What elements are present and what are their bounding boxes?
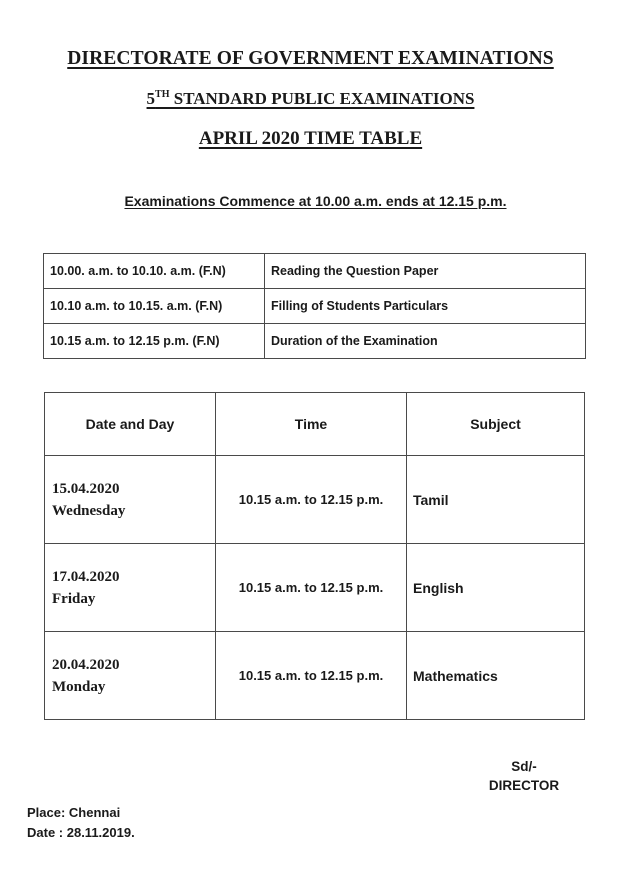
title-timetable: APRIL 2020 TIME TABLE	[198, 128, 423, 149]
exam-subject: English	[407, 544, 585, 632]
exam-time: 10.15 a.m. to 12.15 p.m.	[216, 456, 407, 544]
place-text: Place: Chennai	[27, 805, 121, 820]
exam-timetable	[44, 392, 585, 720]
schedule-row	[44, 324, 586, 359]
title-standard-ordinal: TH	[155, 89, 170, 100]
exam-date: 15.04.2020	[52, 480, 120, 497]
exam-day: Wednesday	[52, 502, 126, 519]
exam-date-cell	[45, 544, 216, 632]
exam-day: Friday	[52, 590, 96, 607]
schedule-activity: Filling of Students Particulars	[265, 289, 586, 324]
date-text: Date : 28.11.2019.	[27, 825, 135, 840]
title-standard-text: STANDARD PUBLIC EXAMINATIONS	[169, 89, 475, 108]
header-subject: Subject	[407, 393, 585, 456]
timetable-header-row	[45, 393, 585, 456]
schedule-activity: Duration of the Examination	[265, 324, 586, 359]
title-standard-number: 5	[146, 89, 156, 108]
exam-date: 20.04.2020	[52, 656, 120, 673]
title-directorate: DIRECTORATE OF GOVERNMENT EXAMINATIONS	[67, 48, 554, 69]
exam-date: 17.04.2020	[52, 568, 120, 585]
exam-time: 10.15 a.m. to 12.15 p.m.	[216, 632, 407, 720]
exam-date-cell	[45, 456, 216, 544]
schedule-table	[43, 253, 586, 359]
header-time: Time	[216, 393, 407, 456]
schedule-row	[44, 254, 586, 289]
title-standard	[0, 89, 621, 109]
signature-sd: Sd/-	[511, 759, 537, 774]
exam-time: 10.15 a.m. to 12.15 p.m.	[216, 544, 407, 632]
schedule-time: 10.10 a.m. to 10.15. a.m. (F.N)	[44, 289, 265, 324]
table-row	[45, 456, 585, 544]
schedule-row	[44, 289, 586, 324]
schedule-time: 10.00. a.m. to 10.10. a.m. (F.N)	[44, 254, 265, 289]
exam-subject: Mathematics	[407, 632, 585, 720]
exam-date-cell	[45, 632, 216, 720]
commence-note: Examinations Commence at 10.00 a.m. ends at 12.15 p.m.	[124, 193, 507, 209]
table-row	[45, 544, 585, 632]
schedule-activity: Reading the Question Paper	[265, 254, 586, 289]
table-row	[45, 632, 585, 720]
place-date-block	[27, 803, 135, 843]
schedule-time: 10.15 a.m. to 12.15 p.m. (F.N)	[44, 324, 265, 359]
exam-subject: Tamil	[407, 456, 585, 544]
header-date-day: Date and Day	[45, 393, 216, 456]
exam-day: Monday	[52, 678, 106, 695]
director-signature	[479, 757, 569, 795]
signature-role: DIRECTOR	[488, 778, 560, 793]
